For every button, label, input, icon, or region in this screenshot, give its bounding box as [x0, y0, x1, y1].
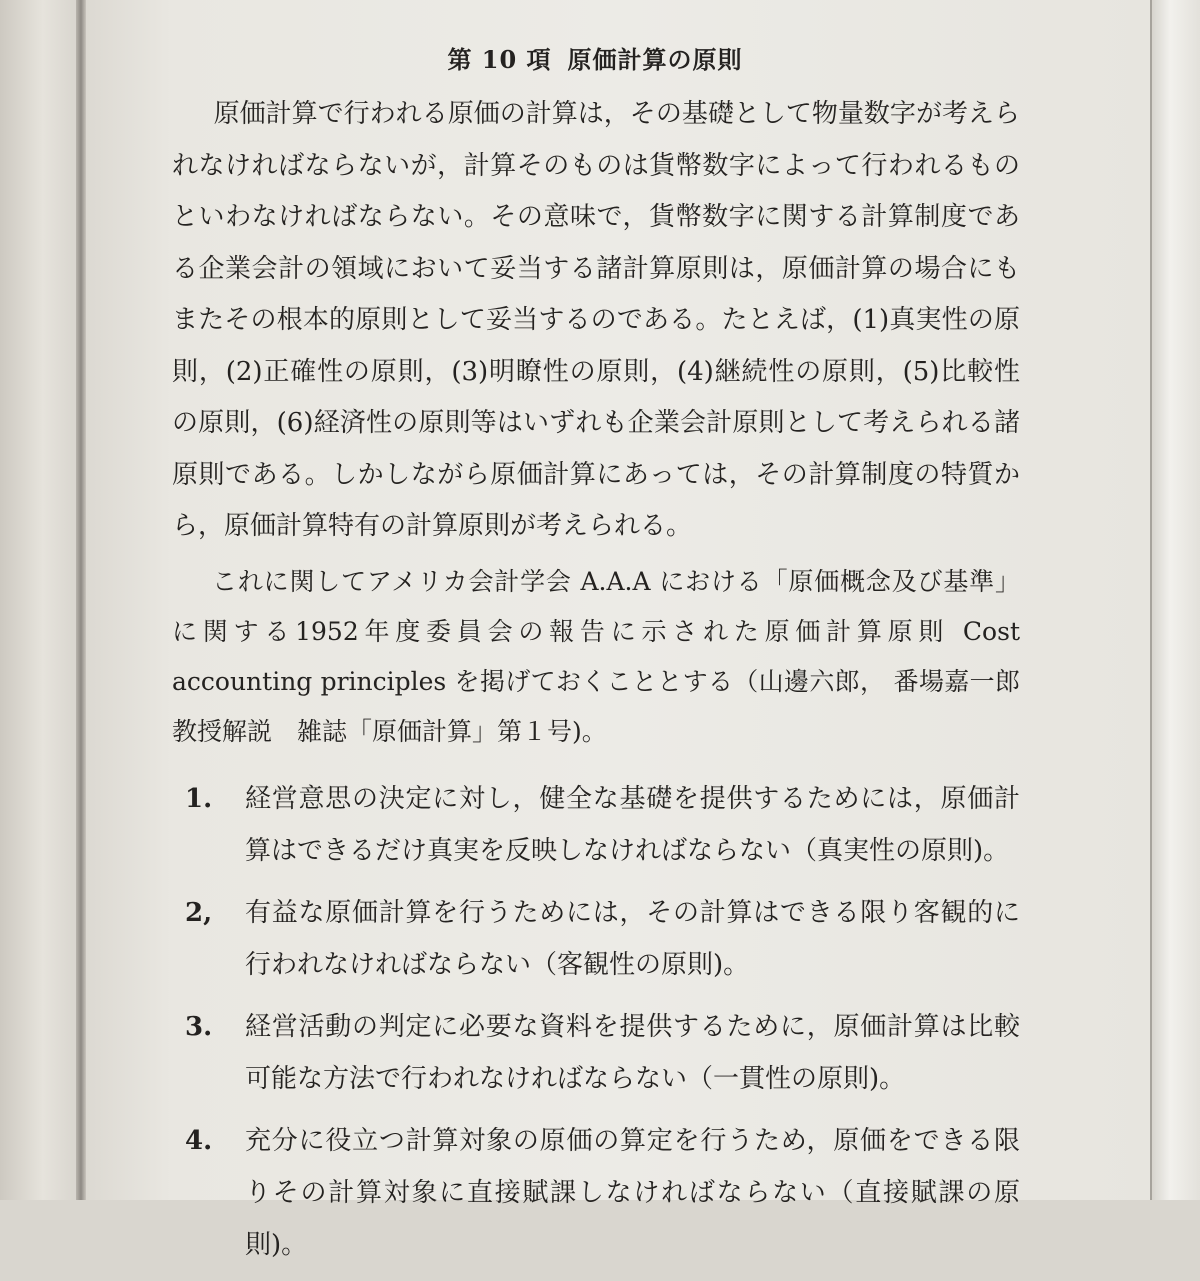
list-item [120, 1001, 1020, 1105]
page-text [120, 40, 1020, 1281]
list-item [120, 1115, 1020, 1271]
list-item [120, 773, 1020, 877]
section-heading [120, 40, 1020, 75]
page-stack-edge [1150, 0, 1200, 1200]
list-item-number: 4. [185, 1125, 213, 1156]
list-item-number: 1. [185, 783, 213, 814]
paragraph-aaa: これに関してアメリカ会計学会 A.A.A における「原価概念及び基準」に関する1952年度委員会の報告に示された原価計算原則 Cost accounting principles を掲げておくこととする（山邊六郎， 番場嘉一郎教授解説 雑誌「原価計算」第１号)。 [172, 566, 1020, 746]
list-item-number: 2, [185, 897, 213, 928]
list-item-number: 3. [185, 1011, 213, 1042]
list-item [120, 887, 1020, 991]
page-edge-line [1150, 0, 1152, 1200]
list-item-text: 経営活動の判定に必要な資料を提供するために，原価計算は比較可能な方法で行われなければならない（一貫性の原則)。 [245, 1011, 1020, 1094]
list-item-text: 充分に役立つ計算対象の原価の算定を行うため，原価をできる限りその計算対象に直接賦課しなければならない（直接賦課の原則)。 [245, 1125, 1020, 1260]
paragraph-intro: 原価計算で行われる原価の計算は，その基礎として物量数字が考えられなければならないが，計算そのものは貨幣数字によって行われるものといわなければならない。その意味で，貨幣数字に関する計算制度である企業会計の領域において妥当する諸計算原則は，原価計算の場合にもまたその根本的原則として妥当するのである。たとえば，(1)真実性の原則，(2)正確性の原則，(3)明瞭性の原則，(4)継続性の原則，(5)比較性の原則，(6)経済性の原則等はいずれも企業会計原則として考えられる諸原則である。しかしながら原価計算にあっては，その計算制度の特質から，原価計算特有の計算原則が考えられる。 [172, 99, 1020, 541]
section-number: 第 10 項 [447, 45, 552, 74]
book-gutter [76, 0, 86, 1200]
left-page-edge [0, 0, 78, 1200]
principles-list [120, 773, 1020, 1271]
section-title: 原価計算の原則 [567, 45, 743, 74]
list-item-text: 経営意思の決定に対し，健全な基礎を提供するためには，原価計算はできるだけ真実を反映しなければならない（真実性の原則)。 [245, 783, 1020, 866]
list-item-text: 有益な原価計算を行うためには，その計算はできる限り客観的に行われなければならない（客観性の原則)。 [245, 897, 1020, 980]
